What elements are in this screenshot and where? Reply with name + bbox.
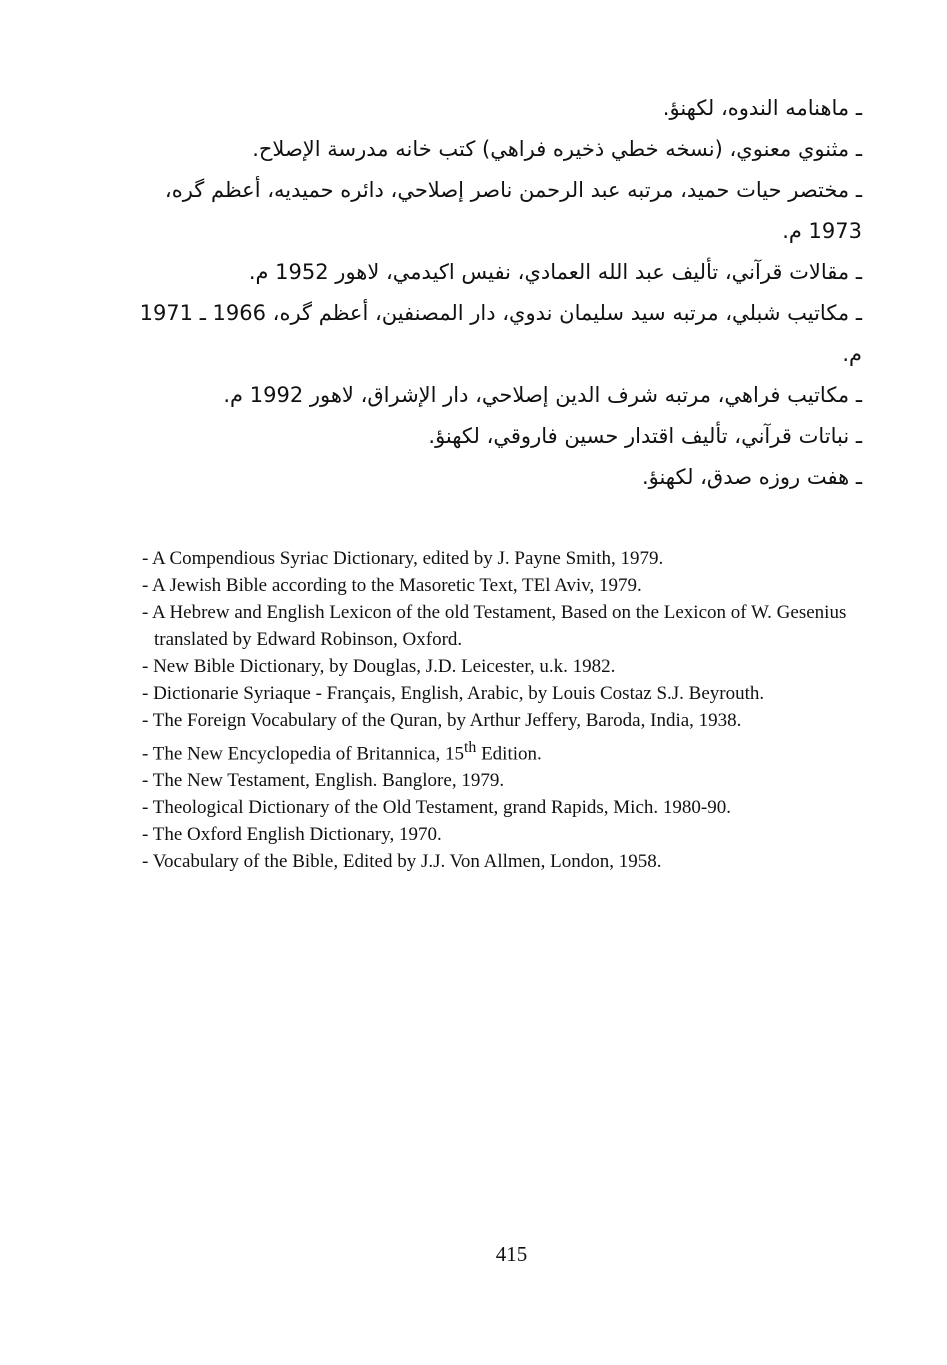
english-reference-item: - The Oxford English Dictionary, 1970. bbox=[142, 824, 442, 846]
english-reference-item: - Theological Dictionary of the Old Testament, grand Rapids, Mich. 1980-90. bbox=[142, 797, 731, 819]
arabic-bibliography bbox=[138, 88, 862, 498]
english-reference-item bbox=[142, 734, 867, 767]
arabic-reference-item: ـ مكاتيب شبلي، مرتبه سيد سليمان ندوي، دار المصنفين، أعظم گره، 1966 ـ 1971 م. bbox=[139, 301, 862, 366]
britannica-text-end: Edition. bbox=[476, 743, 542, 765]
arabic-reference-item: ـ مكاتيب فراهي، مرتبه شرف الدين إصلاحي، دار الإشراق، لاهور 1992 م. bbox=[223, 383, 862, 407]
english-reference-item: - Vocabulary of the Bible, Edited by J.J. Von Allmen, London, 1958. bbox=[142, 851, 662, 873]
english-reference-item: - The Foreign Vocabulary of the Quran, by Arthur Jeffery, Baroda, India, 1938. bbox=[142, 710, 742, 731]
english-bibliography bbox=[142, 545, 867, 875]
english-reference-item: - A Compendious Syriac Dictionary, edited by J. Payne Smith, 1979. bbox=[142, 548, 664, 569]
page-number: 415 bbox=[495, 1242, 528, 1266]
arabic-reference-item: ـ مقالات قرآني، تأليف عبد الله العمادي، نفيس اكيدمي، لاهور 1952 م. bbox=[248, 260, 862, 284]
arabic-reference-item: ـ هفت روزه صدق، لكهنؤ. bbox=[641, 465, 862, 489]
arabic-reference-item: ـ مختصر حيات حميد، مرتبه عبد الرحمن ناصر إصلاحي، دائره حميديه، أعظم گره، 1973 م. bbox=[164, 178, 862, 243]
arabic-reference-item: ـ نباتات قرآني، تأليف اقتدار حسين فاروقي، لكهنؤ. bbox=[428, 424, 862, 448]
britannica-text: - The New Encyclopedia of Britannica, 15 bbox=[142, 743, 465, 765]
english-reference-item: - The New Testament, English. Banglore, 1979. bbox=[142, 770, 505, 792]
english-reference-item: - Dictionarie Syriaque - Français, English, Arabic, by Louis Costaz S.J. Beyrouth. bbox=[142, 683, 765, 704]
english-reference-item: - A Jewish Bible according to the Masoretic Text, TEl Aviv, 1979. bbox=[142, 575, 642, 596]
arabic-reference-item: ـ مثنوي معنوي، (نسخه خطي ذخيره فراهي) كتب خانه مدرسة الإصلاح. bbox=[252, 137, 862, 161]
english-reference-item: - New Bible Dictionary, by Douglas, J.D. Leicester, u.k. 1982. bbox=[142, 656, 616, 677]
edition-superscript: th bbox=[464, 739, 477, 756]
english-reference-item: - A Hebrew and English Lexicon of the old Testament, Based on the Lexicon of W. Gesenius translated by Edward Robinson, Oxford. bbox=[142, 602, 847, 650]
arabic-reference-item: ـ ماهنامه الندوه، لكهنؤ. bbox=[662, 96, 862, 120]
